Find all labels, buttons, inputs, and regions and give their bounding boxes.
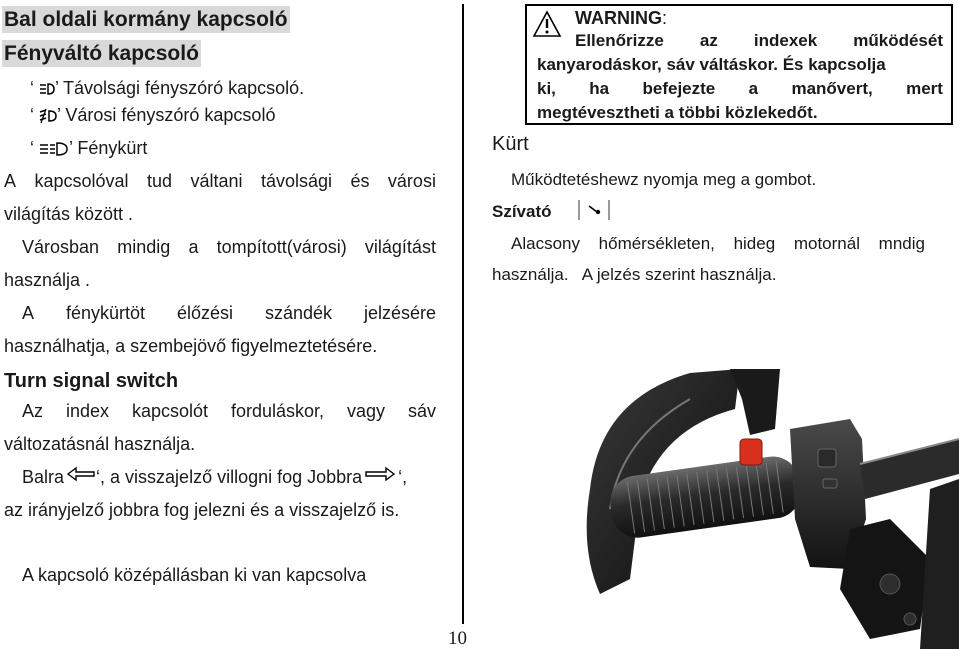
- paragraph-line: Városban mindig a tompított(városi) világítást: [22, 237, 436, 257]
- paragraph-line: A kapcsolóval tud váltani távolsági és városi: [4, 171, 436, 191]
- horn-text: Működtetéshewz nyomja meg a gombot.: [511, 170, 817, 189]
- warning-line: Ellenőrizze az indexek működését: [575, 31, 943, 50]
- paragraph-line: az irányjelző jobbra fog jelezni és a visszajelző is.: [4, 500, 400, 520]
- warning-line: ki, ha befejezte a manővert, mert: [537, 79, 943, 98]
- paragraph-line: A fénykürtöt élőzési szándék jelzésére: [22, 303, 436, 323]
- left-arrow-icon: [66, 466, 96, 482]
- low-beam-icon: [39, 108, 57, 124]
- warning-line: kanyarodáskor, sáv váltáskor. És kapcsolja: [537, 55, 886, 74]
- warning-line: megtévesztheti a többi közlekedőt.: [537, 103, 818, 122]
- choke-text-line: használja. A jelzés szerint használja.: [492, 265, 777, 284]
- paragraph-line: használhatja, a szembejövő figyelmeztetésére.: [4, 336, 378, 356]
- warning-box: [525, 4, 953, 125]
- turn-signal-heading: Turn signal switch: [4, 370, 179, 392]
- section-heading: Bal oldali kormány kapcsoló: [4, 8, 288, 31]
- choke-heading: Szívató: [492, 202, 552, 221]
- paragraph-line: Balra ‘, a visszajelző villogni fog Jobbra ‘,: [22, 467, 408, 487]
- list-item: ‘ ’ Városi fényszóró kapcsoló: [30, 105, 276, 125]
- handlebar-switch-photo: [490, 369, 959, 649]
- paragraph-line: Az index kapcsolót forduláskor, vagy sáv: [22, 401, 436, 421]
- warning-triangle-icon: [532, 10, 562, 38]
- choke-text-line: Alacsony hőmérsékleten, hideg motornál mndig: [511, 234, 925, 253]
- right-arrow-icon: [364, 466, 396, 482]
- column-divider: [462, 4, 464, 624]
- high-beam-icon: [39, 82, 55, 96]
- list-item: ‘ ’ Fénykürt: [30, 138, 148, 158]
- subsection-heading: Fényváltó kapcsoló: [4, 42, 199, 65]
- note-line: A kapcsoló középállásban ki van kapcsolva: [22, 565, 367, 585]
- paragraph-line: használja .: [4, 270, 91, 290]
- list-item: ‘ ’ Távolsági fényszóró kapcsoló.: [30, 78, 305, 98]
- page-number: 10: [448, 628, 467, 649]
- choke-icon: [577, 198, 611, 222]
- paragraph-line: világítás között .: [4, 204, 134, 224]
- passing-light-icon: [39, 141, 69, 157]
- handlebar-illustration: [490, 369, 959, 649]
- horn-heading: Kürt: [492, 133, 529, 155]
- warning-title: WARNING:: [575, 8, 668, 28]
- paragraph-line: változatásnál használja.: [4, 434, 196, 454]
